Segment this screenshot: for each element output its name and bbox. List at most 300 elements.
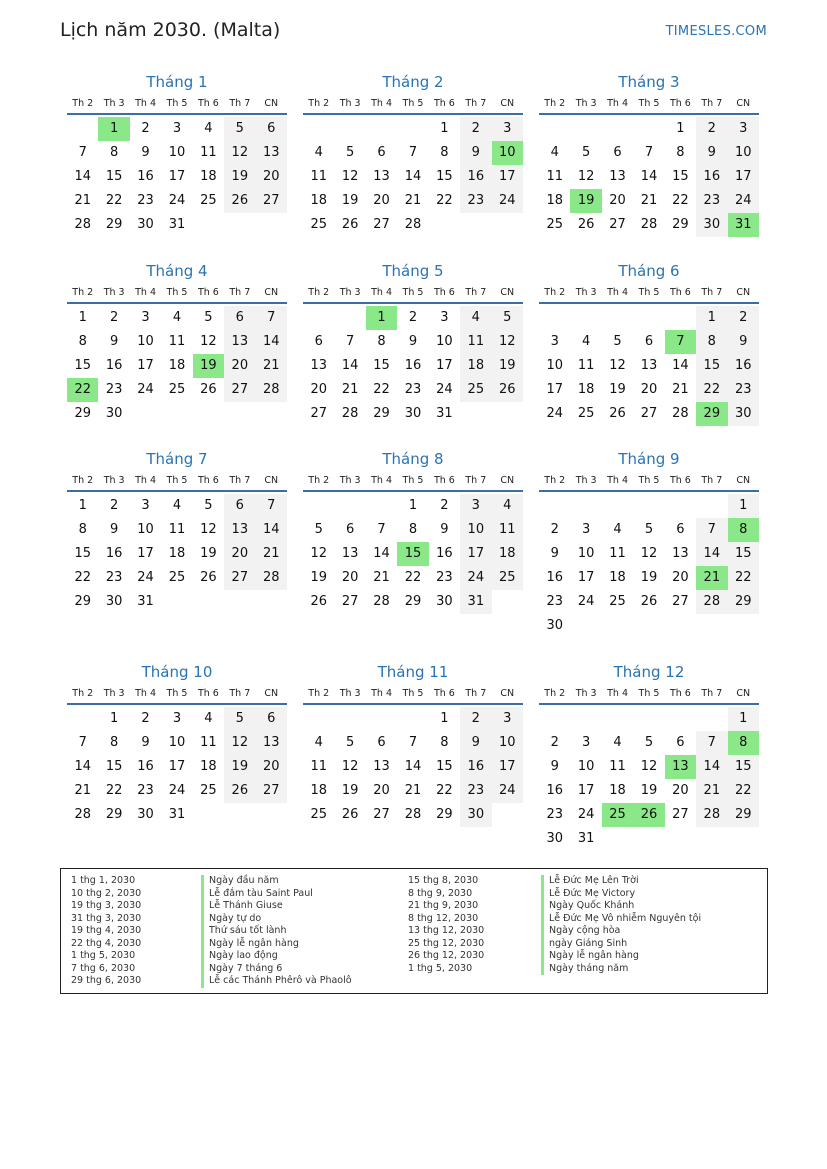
day-cell[interactable]: 31: [436, 406, 453, 421]
day-cell[interactable]: 14: [341, 358, 359, 373]
day-cell[interactable]: 14: [640, 169, 658, 184]
day-cell[interactable]: 30: [105, 594, 123, 609]
day-cell[interactable]: 9: [460, 731, 491, 755]
day-cell[interactable]: 20: [609, 193, 626, 208]
day-cell[interactable]: 26: [492, 378, 523, 402]
holiday-day-cell[interactable]: 8: [728, 731, 759, 755]
day-cell[interactable]: 17: [137, 546, 154, 561]
day-cell[interactable]: 23: [137, 193, 154, 208]
day-cell[interactable]: 11: [492, 518, 523, 542]
day-cell[interactable]: 8: [408, 522, 418, 537]
day-cell[interactable]: 12: [492, 330, 523, 354]
day-cell[interactable]: 18: [609, 570, 626, 585]
day-cell[interactable]: 22: [436, 783, 453, 798]
day-cell[interactable]: 8: [109, 145, 119, 160]
day-cell[interactable]: 26: [224, 779, 255, 803]
day-cell[interactable]: 17: [168, 759, 186, 774]
day-cell[interactable]: 26: [200, 382, 217, 397]
day-cell[interactable]: 14: [672, 358, 689, 373]
day-cell[interactable]: 24: [460, 566, 491, 590]
day-cell[interactable]: 19: [609, 382, 626, 397]
holiday-day-cell[interactable]: 21: [696, 566, 727, 590]
day-cell[interactable]: 27: [672, 807, 689, 822]
day-cell[interactable]: 19: [640, 570, 658, 585]
day-cell[interactable]: 20: [373, 193, 390, 208]
day-cell[interactable]: 1: [440, 121, 449, 136]
day-cell[interactable]: 13: [373, 759, 390, 774]
day-cell[interactable]: 20: [256, 165, 287, 189]
day-cell[interactable]: 13: [310, 358, 327, 373]
day-cell[interactable]: 5: [613, 334, 622, 349]
day-cell[interactable]: 16: [460, 165, 491, 189]
day-cell[interactable]: 26: [310, 594, 327, 609]
day-cell[interactable]: 23: [105, 382, 123, 397]
day-cell[interactable]: 9: [109, 334, 119, 349]
day-cell[interactable]: 13: [224, 330, 255, 354]
day-cell[interactable]: 7: [408, 145, 418, 160]
day-cell[interactable]: 1: [78, 310, 87, 325]
day-cell[interactable]: 8: [109, 735, 119, 750]
day-cell[interactable]: 12: [224, 731, 255, 755]
day-cell[interactable]: 11: [609, 546, 626, 561]
day-cell[interactable]: 14: [74, 759, 91, 774]
day-cell[interactable]: 29: [373, 406, 390, 421]
day-cell[interactable]: 8: [78, 522, 87, 537]
day-cell[interactable]: 30: [105, 406, 123, 421]
day-cell[interactable]: 4: [581, 334, 591, 349]
day-cell[interactable]: 2: [728, 306, 759, 330]
day-cell[interactable]: 28: [373, 594, 390, 609]
day-cell[interactable]: 18: [492, 542, 523, 566]
day-cell[interactable]: 11: [310, 759, 327, 774]
day-cell[interactable]: 21: [256, 354, 287, 378]
day-cell[interactable]: 18: [460, 354, 491, 378]
day-cell[interactable]: 10: [577, 759, 595, 774]
day-cell[interactable]: 7: [696, 518, 727, 542]
day-cell[interactable]: 20: [310, 382, 327, 397]
day-cell[interactable]: 13: [672, 546, 689, 561]
day-cell[interactable]: 18: [168, 358, 186, 373]
day-cell[interactable]: 18: [577, 382, 595, 397]
day-cell[interactable]: 2: [460, 117, 491, 141]
day-cell[interactable]: 6: [377, 735, 386, 750]
day-cell[interactable]: 14: [696, 755, 727, 779]
day-cell[interactable]: 28: [640, 217, 658, 232]
day-cell[interactable]: 21: [341, 382, 359, 397]
day-cell[interactable]: 6: [224, 306, 255, 330]
day-cell[interactable]: 16: [404, 358, 422, 373]
day-cell[interactable]: 20: [373, 783, 390, 798]
day-cell[interactable]: 24: [577, 807, 595, 822]
day-cell[interactable]: 16: [137, 169, 154, 184]
day-cell[interactable]: 18: [310, 193, 327, 208]
day-cell[interactable]: 22: [672, 193, 689, 208]
holiday-day-cell[interactable]: 31: [728, 213, 759, 237]
site-name[interactable]: TIMESLES.COM: [665, 24, 767, 39]
day-cell[interactable]: 15: [436, 169, 453, 184]
day-cell[interactable]: 3: [172, 121, 182, 136]
day-cell[interactable]: 1: [440, 711, 449, 726]
day-cell[interactable]: 25: [200, 193, 217, 208]
day-cell[interactable]: 11: [200, 735, 217, 750]
day-cell[interactable]: 25: [310, 807, 327, 822]
day-cell[interactable]: 21: [696, 779, 727, 803]
day-cell[interactable]: 27: [224, 378, 255, 402]
day-cell[interactable]: 7: [78, 735, 87, 750]
day-cell[interactable]: 28: [404, 217, 422, 232]
day-cell[interactable]: 8: [377, 334, 386, 349]
day-cell[interactable]: 1: [696, 306, 727, 330]
day-cell[interactable]: 11: [200, 145, 217, 160]
day-cell[interactable]: 17: [546, 382, 563, 397]
day-cell[interactable]: 11: [577, 358, 595, 373]
day-cell[interactable]: 12: [310, 546, 327, 561]
day-cell[interactable]: 24: [546, 406, 563, 421]
day-cell[interactable]: 12: [200, 334, 217, 349]
day-cell[interactable]: 28: [696, 590, 727, 614]
day-cell[interactable]: 12: [640, 546, 658, 561]
day-cell[interactable]: 29: [105, 217, 123, 232]
day-cell[interactable]: 30: [436, 594, 453, 609]
day-cell[interactable]: 26: [341, 217, 359, 232]
day-cell[interactable]: 9: [440, 522, 449, 537]
day-cell[interactable]: 27: [341, 594, 359, 609]
day-cell[interactable]: 23: [546, 594, 563, 609]
day-cell[interactable]: 25: [492, 566, 523, 590]
day-cell[interactable]: 24: [492, 189, 523, 213]
day-cell[interactable]: 17: [436, 358, 453, 373]
day-cell[interactable]: 2: [696, 117, 727, 141]
day-cell[interactable]: 26: [577, 217, 595, 232]
day-cell[interactable]: 15: [105, 169, 123, 184]
day-cell[interactable]: 5: [345, 145, 355, 160]
day-cell[interactable]: 5: [644, 735, 654, 750]
day-cell[interactable]: 9: [728, 330, 759, 354]
day-cell[interactable]: 22: [728, 566, 759, 590]
day-cell[interactable]: 5: [204, 310, 213, 325]
day-cell[interactable]: 4: [204, 121, 213, 136]
day-cell[interactable]: 10: [577, 546, 595, 561]
day-cell[interactable]: 24: [577, 594, 595, 609]
day-cell[interactable]: 21: [640, 193, 658, 208]
day-cell[interactable]: 14: [256, 330, 287, 354]
day-cell[interactable]: 14: [404, 759, 422, 774]
day-cell[interactable]: 17: [577, 570, 595, 585]
day-cell[interactable]: 28: [74, 807, 91, 822]
day-cell[interactable]: 31: [137, 594, 154, 609]
day-cell[interactable]: 16: [696, 165, 727, 189]
day-cell[interactable]: 1: [676, 121, 685, 136]
day-cell[interactable]: 25: [460, 378, 491, 402]
day-cell[interactable]: 6: [224, 494, 255, 518]
day-cell[interactable]: 19: [310, 570, 327, 585]
day-cell[interactable]: 7: [408, 735, 418, 750]
day-cell[interactable]: 24: [168, 783, 186, 798]
day-cell[interactable]: 20: [640, 382, 658, 397]
day-cell[interactable]: 28: [696, 803, 727, 827]
day-cell[interactable]: 28: [256, 378, 287, 402]
day-cell[interactable]: 31: [577, 831, 595, 846]
holiday-day-cell[interactable]: 19: [570, 189, 601, 213]
day-cell[interactable]: 31: [168, 217, 186, 232]
day-cell[interactable]: 3: [550, 334, 559, 349]
day-cell[interactable]: 12: [609, 358, 626, 373]
day-cell[interactable]: 28: [672, 406, 689, 421]
day-cell[interactable]: 15: [105, 759, 123, 774]
day-cell[interactable]: 24: [728, 189, 759, 213]
day-cell[interactable]: 3: [141, 498, 150, 513]
day-cell[interactable]: 4: [613, 735, 622, 750]
day-cell[interactable]: 18: [609, 783, 626, 798]
day-cell[interactable]: 17: [492, 165, 523, 189]
holiday-day-cell[interactable]: 22: [67, 378, 98, 402]
day-cell[interactable]: 5: [644, 522, 654, 537]
day-cell[interactable]: 6: [377, 145, 386, 160]
day-cell[interactable]: 28: [74, 217, 91, 232]
day-cell[interactable]: 10: [546, 358, 563, 373]
day-cell[interactable]: 27: [310, 406, 327, 421]
day-cell[interactable]: 4: [550, 145, 559, 160]
day-cell[interactable]: 13: [609, 169, 626, 184]
day-cell[interactable]: 19: [200, 546, 217, 561]
day-cell[interactable]: 3: [440, 310, 449, 325]
day-cell[interactable]: 21: [404, 193, 422, 208]
day-cell[interactable]: 13: [256, 141, 287, 165]
day-cell[interactable]: 2: [550, 735, 559, 750]
day-cell[interactable]: 11: [310, 169, 327, 184]
day-cell[interactable]: 7: [345, 334, 355, 349]
day-cell[interactable]: 15: [436, 759, 453, 774]
day-cell[interactable]: 24: [137, 570, 154, 585]
day-cell[interactable]: 5: [492, 306, 523, 330]
day-cell[interactable]: 8: [696, 330, 727, 354]
day-cell[interactable]: 19: [492, 354, 523, 378]
day-cell[interactable]: 23: [404, 382, 422, 397]
day-cell[interactable]: 2: [550, 522, 559, 537]
day-cell[interactable]: 6: [676, 735, 685, 750]
day-cell[interactable]: 13: [373, 169, 390, 184]
day-cell[interactable]: 28: [256, 566, 287, 590]
day-cell[interactable]: 22: [728, 779, 759, 803]
day-cell[interactable]: 2: [440, 498, 449, 513]
day-cell[interactable]: 16: [436, 546, 453, 561]
day-cell[interactable]: 13: [256, 731, 287, 755]
day-cell[interactable]: 15: [373, 358, 390, 373]
day-cell[interactable]: 4: [172, 498, 182, 513]
day-cell[interactable]: 27: [609, 217, 626, 232]
day-cell[interactable]: 3: [141, 310, 150, 325]
day-cell[interactable]: 9: [141, 145, 150, 160]
day-cell[interactable]: 1: [78, 498, 87, 513]
day-cell[interactable]: 23: [137, 783, 154, 798]
day-cell[interactable]: 29: [74, 594, 91, 609]
day-cell[interactable]: 7: [256, 494, 287, 518]
day-cell[interactable]: 2: [109, 498, 119, 513]
day-cell[interactable]: 25: [168, 570, 186, 585]
holiday-day-cell[interactable]: 10: [492, 141, 523, 165]
day-cell[interactable]: 4: [172, 310, 182, 325]
day-cell[interactable]: 18: [546, 193, 563, 208]
day-cell[interactable]: 24: [492, 779, 523, 803]
day-cell[interactable]: 1: [728, 494, 759, 518]
day-cell[interactable]: 11: [168, 522, 186, 537]
day-cell[interactable]: 26: [200, 570, 217, 585]
day-cell[interactable]: 5: [224, 117, 255, 141]
day-cell[interactable]: 26: [609, 406, 626, 421]
day-cell[interactable]: 2: [141, 121, 150, 136]
day-cell[interactable]: 10: [492, 731, 523, 755]
day-cell[interactable]: 30: [696, 213, 727, 237]
day-cell[interactable]: 3: [581, 522, 591, 537]
day-cell[interactable]: 4: [314, 145, 323, 160]
day-cell[interactable]: 11: [546, 169, 563, 184]
day-cell[interactable]: 6: [256, 707, 287, 731]
day-cell[interactable]: 4: [613, 522, 622, 537]
day-cell[interactable]: 29: [728, 803, 759, 827]
day-cell[interactable]: 7: [78, 145, 87, 160]
day-cell[interactable]: 30: [404, 406, 422, 421]
day-cell[interactable]: 25: [609, 594, 626, 609]
holiday-day-cell[interactable]: 25: [602, 803, 633, 827]
day-cell[interactable]: 29: [404, 594, 422, 609]
day-cell[interactable]: 3: [728, 117, 759, 141]
holiday-day-cell[interactable]: 1: [366, 306, 397, 330]
day-cell[interactable]: 23: [460, 779, 491, 803]
day-cell[interactable]: 10: [168, 735, 186, 750]
day-cell[interactable]: 21: [672, 382, 689, 397]
day-cell[interactable]: 8: [676, 145, 685, 160]
day-cell[interactable]: 4: [314, 735, 323, 750]
day-cell[interactable]: 8: [440, 735, 449, 750]
day-cell[interactable]: 25: [546, 217, 563, 232]
holiday-day-cell[interactable]: 19: [193, 354, 224, 378]
day-cell[interactable]: 23: [460, 189, 491, 213]
day-cell[interactable]: 12: [341, 759, 359, 774]
day-cell[interactable]: 27: [373, 807, 390, 822]
day-cell[interactable]: 20: [672, 783, 689, 798]
day-cell[interactable]: 6: [314, 334, 323, 349]
day-cell[interactable]: 2: [460, 707, 491, 731]
day-cell[interactable]: 7: [377, 522, 386, 537]
day-cell[interactable]: 29: [105, 807, 123, 822]
day-cell[interactable]: 29: [728, 590, 759, 614]
day-cell[interactable]: 16: [546, 783, 563, 798]
day-cell[interactable]: 8: [78, 334, 87, 349]
day-cell[interactable]: 17: [577, 783, 595, 798]
day-cell[interactable]: 17: [168, 169, 186, 184]
day-cell[interactable]: 23: [436, 570, 453, 585]
day-cell[interactable]: 16: [460, 755, 491, 779]
day-cell[interactable]: 15: [74, 546, 91, 561]
day-cell[interactable]: 27: [672, 594, 689, 609]
holiday-day-cell[interactable]: 26: [633, 803, 664, 827]
day-cell[interactable]: 14: [404, 169, 422, 184]
day-cell[interactable]: 1: [408, 498, 418, 513]
day-cell[interactable]: 10: [728, 141, 759, 165]
day-cell[interactable]: 14: [74, 169, 91, 184]
day-cell[interactable]: 23: [696, 189, 727, 213]
day-cell[interactable]: 10: [137, 334, 154, 349]
day-cell[interactable]: 11: [168, 334, 186, 349]
day-cell[interactable]: 15: [696, 354, 727, 378]
day-cell[interactable]: 31: [168, 807, 186, 822]
day-cell[interactable]: 18: [168, 546, 186, 561]
day-cell[interactable]: 9: [550, 759, 559, 774]
day-cell[interactable]: 24: [168, 193, 186, 208]
day-cell[interactable]: 7: [256, 306, 287, 330]
day-cell[interactable]: 23: [546, 807, 563, 822]
day-cell[interactable]: 15: [672, 169, 689, 184]
day-cell[interactable]: 25: [310, 217, 327, 232]
day-cell[interactable]: 6: [256, 117, 287, 141]
holiday-day-cell[interactable]: 29: [696, 402, 727, 426]
day-cell[interactable]: 28: [341, 406, 359, 421]
holiday-day-cell[interactable]: 8: [728, 518, 759, 542]
day-cell[interactable]: 9: [550, 546, 559, 561]
day-cell[interactable]: 16: [137, 759, 154, 774]
day-cell[interactable]: 2: [141, 711, 150, 726]
day-cell[interactable]: 21: [373, 570, 390, 585]
day-cell[interactable]: 27: [224, 566, 255, 590]
day-cell[interactable]: 20: [341, 570, 359, 585]
day-cell[interactable]: 2: [408, 310, 418, 325]
day-cell[interactable]: 29: [672, 217, 689, 232]
day-cell[interactable]: 10: [137, 522, 154, 537]
day-cell[interactable]: 24: [436, 382, 453, 397]
day-cell[interactable]: 27: [373, 217, 390, 232]
day-cell[interactable]: 19: [341, 783, 359, 798]
day-cell[interactable]: 16: [546, 570, 563, 585]
day-cell[interactable]: 9: [460, 141, 491, 165]
day-cell[interactable]: 27: [256, 779, 287, 803]
day-cell[interactable]: 5: [204, 498, 213, 513]
day-cell[interactable]: 31: [460, 590, 491, 614]
day-cell[interactable]: 20: [672, 570, 689, 585]
day-cell[interactable]: 22: [404, 570, 422, 585]
day-cell[interactable]: 30: [460, 803, 491, 827]
day-cell[interactable]: 6: [613, 145, 622, 160]
day-cell[interactable]: 15: [728, 755, 759, 779]
day-cell[interactable]: 30: [546, 618, 563, 633]
day-cell[interactable]: 29: [436, 807, 453, 822]
day-cell[interactable]: 17: [460, 542, 491, 566]
day-cell[interactable]: 25: [577, 406, 595, 421]
day-cell[interactable]: 21: [74, 193, 91, 208]
day-cell[interactable]: 22: [105, 193, 123, 208]
day-cell[interactable]: 4: [492, 494, 523, 518]
day-cell[interactable]: 4: [460, 306, 491, 330]
day-cell[interactable]: 16: [728, 354, 759, 378]
day-cell[interactable]: 13: [224, 518, 255, 542]
day-cell[interactable]: 30: [546, 831, 563, 846]
day-cell[interactable]: 15: [74, 358, 91, 373]
day-cell[interactable]: 4: [204, 711, 213, 726]
day-cell[interactable]: 21: [404, 783, 422, 798]
day-cell[interactable]: 1: [728, 707, 759, 731]
day-cell[interactable]: 19: [224, 755, 255, 779]
day-cell[interactable]: 19: [224, 165, 255, 189]
day-cell[interactable]: 18: [200, 169, 217, 184]
day-cell[interactable]: 11: [460, 330, 491, 354]
day-cell[interactable]: 16: [105, 358, 123, 373]
day-cell[interactable]: 26: [224, 189, 255, 213]
day-cell[interactable]: 3: [492, 707, 523, 731]
day-cell[interactable]: 30: [137, 217, 154, 232]
day-cell[interactable]: 14: [256, 518, 287, 542]
day-cell[interactable]: 25: [168, 382, 186, 397]
day-cell[interactable]: 20: [224, 354, 255, 378]
day-cell[interactable]: 25: [200, 783, 217, 798]
